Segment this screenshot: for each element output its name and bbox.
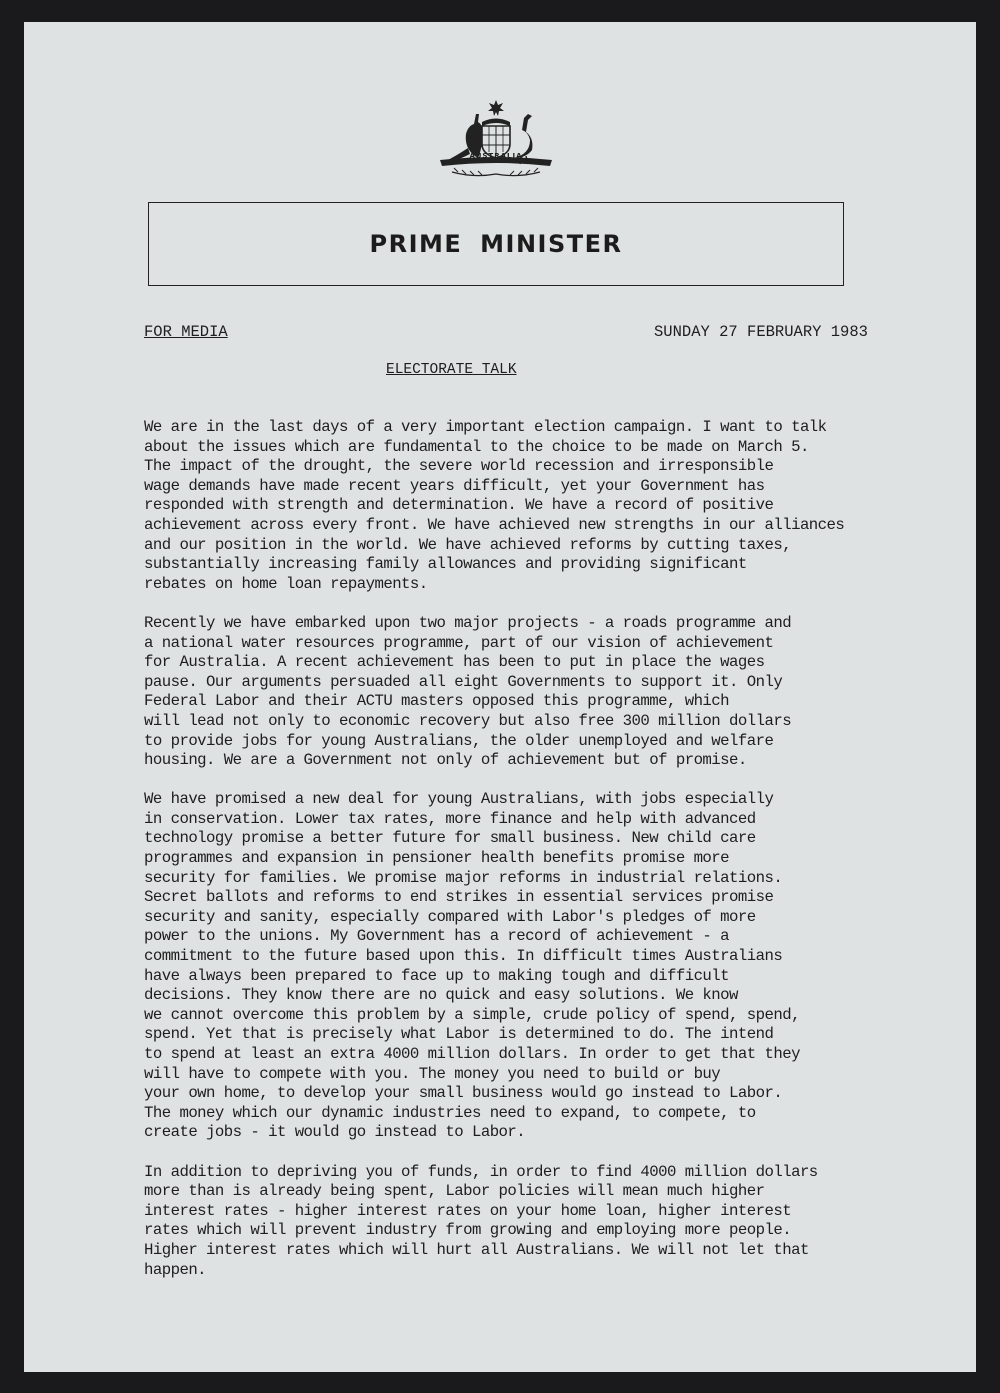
paragraph-1: We are in the last days of a very important election campaign. I want to talk about the issues which are fundamental to the choice to be made on March 5. The impact of the drought, the severe world recession and irresponsible wage demands have made recent years difficult, yet your Government has responded with strength and determination. We have a record of positive achievement across every front. We have achieved new strengths in our alliances and our position in the world. We have achieved reforms by cutting taxes, substantially increasing family allowances and providing significant rebates on home loan repayments. [144,418,845,593]
paragraph-2: Recently we have embarked upon two major projects - a roads programme and a national water resources programme, part of our vision of achievement for Australia. A recent achievement has been to put in place the wages pause. Our arguments persuaded all eight Governments to support it. Only Federal Labor and their ACTU masters opposed this programme, which will lead not only to economic recovery but also free 300 million dollars to provide jobs for young Australians, the older unemployed and welfare housing. We are a Government not only of achievement but of promise. [144,613,792,770]
title-box [148,202,844,286]
paragraph-4: In addition to depriving you of funds, in order to find 4000 million dollars more than is already being spent, Labor policies will mean much higher interest rates - higher interest rates on your home loan, higher interest rates which will prevent industry from growing and employing more people. Higher interest rates which will hurt all Australians. We will not let that happen. [144,1162,818,1279]
page-title: PRIME MINISTER [369,230,623,258]
for-media-label: FOR MEDIA [144,323,228,341]
document-heading: ELECTORATE TALK [386,362,517,378]
release-date: SUNDAY 27 FEBRUARY 1983 [654,323,868,341]
paragraph-3: We have promised a new deal for young Australians, with jobs especially in conservation. Lower tax rates, more finance and help with advanced technology promise a better future for small business. New child care programmes and expansion in pensioner health benefits promise more security for families. We promise major reforms in industrial relations. Secret ballots and reforms to end strikes in essential services promise security and sanity, especially compared with Labor's pledges of more power to the unions. My Government has a record of achievement - a commitment to the future based upon this. In difficult times Australians have always been prepared to face up to making tough and difficult decisions. They know there are no quick and easy solutions. We know we cannot overcome this problem by a simple, crude policy of spend, spend, spend. Yet that is precisely what Labor is determined to do. The intend to spend at least an extra 4000 million dollars. In order to get that they will have to compete with you. The money you need to build or buy your own home, to develop your small business would go instead to Labor. The money which our dynamic industries need to expand, to compete, to create jobs - it would go instead to Labor. [144,790,800,1142]
document-body [144,418,934,1300]
crest-label: AUSTRALIA [469,152,523,160]
coat-of-arms-icon [438,100,554,184]
